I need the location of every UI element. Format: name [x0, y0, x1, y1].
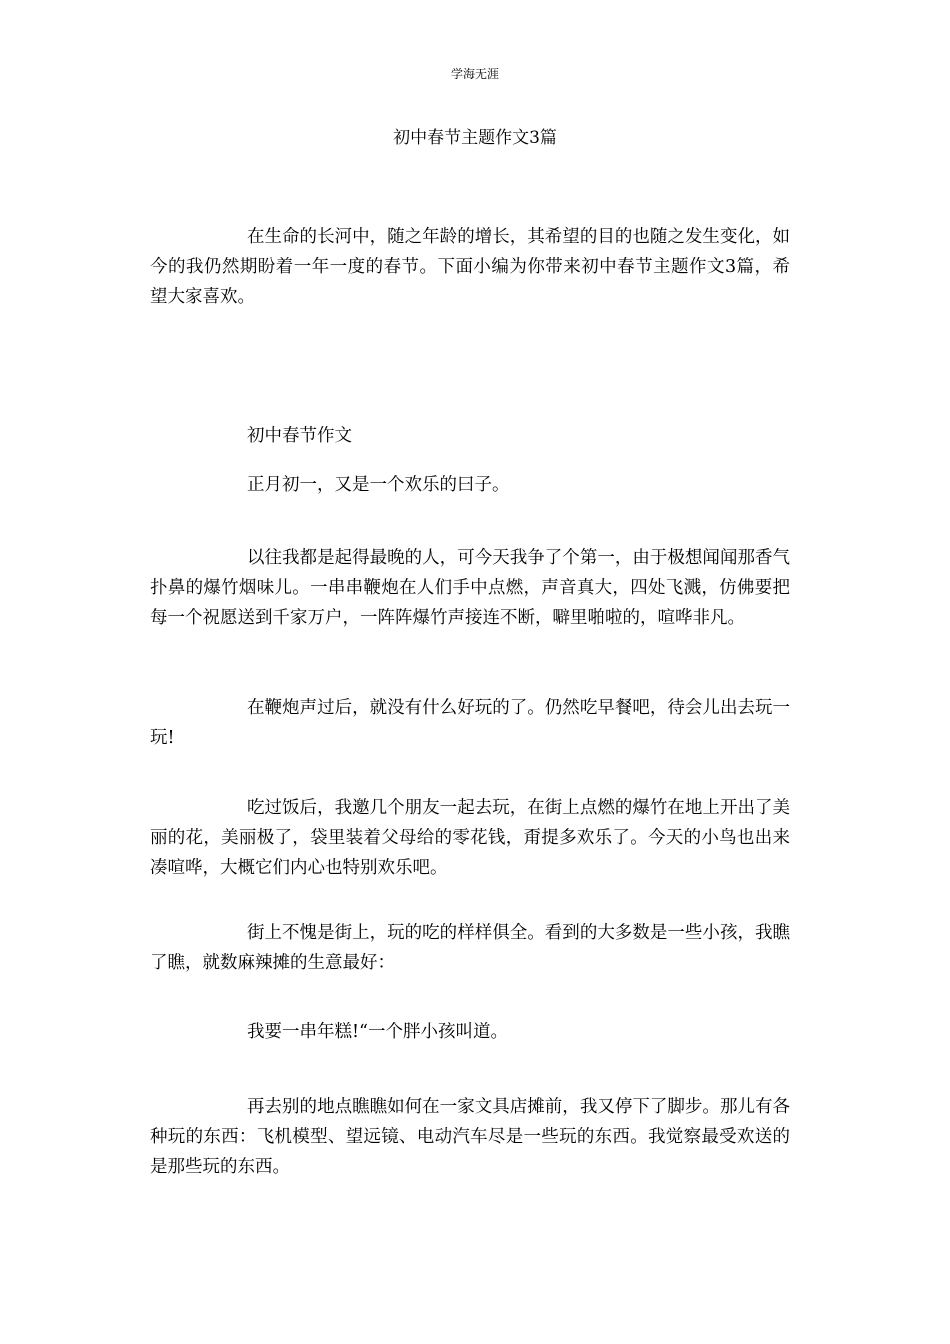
page-header: 学海无涯: [450, 67, 499, 81]
body-paragraph: 吃过饭后，我邀几个朋友一起去玩，在街上点燃的爆竹在地上开出了美丽的花，美丽极了，袋里装着父母给的零花钱，甭提多欢乐了。今天的小鸟也出来凑喧哗，大概它们内心也特别欢乐吧。: [150, 798, 790, 878]
body-paragraph: 以往我都是起得最晚的人，可今天我争了个第一，由于极想闻闻那香气扑鼻的爆竹烟味儿。一串串鞭炮在人们手中点燃，声音真大，四处飞溅，仿佛要把每一个祝愿送到千家万户，一阵阵爆竹声接连不断，噼里啪啦的，喧哗非凡。: [150, 548, 790, 628]
body-paragraph: 再去别的地点瞧瞧如何在一家文具店摊前，我又停下了脚步。那儿有各种玩的东西：飞机模型、望远镜、电动汽车尽是一些玩的东西。我觉察最受欢送的是那些玩的东西。: [150, 1097, 790, 1177]
body-paragraph: 街上不愧是街上，玩的吃的样样俱全。看到的大多数是一些小孩，我瞧了瞧，就数麻辣摊的生意最好：: [150, 923, 790, 973]
body-paragraph: 我要一串年糕!“一个胖小孩叫道。: [247, 1022, 508, 1042]
section-heading: 初中春节作文: [247, 426, 352, 446]
body-paragraph: 在鞭炮声过后，就没有什么好玩的了。仍然吃早餐吧，待会儿出去玩一玩!: [150, 698, 790, 748]
intro-paragraph: 在生命的长河中，随之年龄的增长，其希望的目的也随之发生变化，如今的我仍然期盼着一年一度的春节。下面小编为你带来初中春节主题作文3篇，希望大家喜欢。: [150, 227, 790, 307]
document-title: 初中春节主题作文3篇: [393, 128, 557, 148]
body-paragraph: 正月初一，又是一个欢乐的曰子。: [247, 475, 510, 495]
